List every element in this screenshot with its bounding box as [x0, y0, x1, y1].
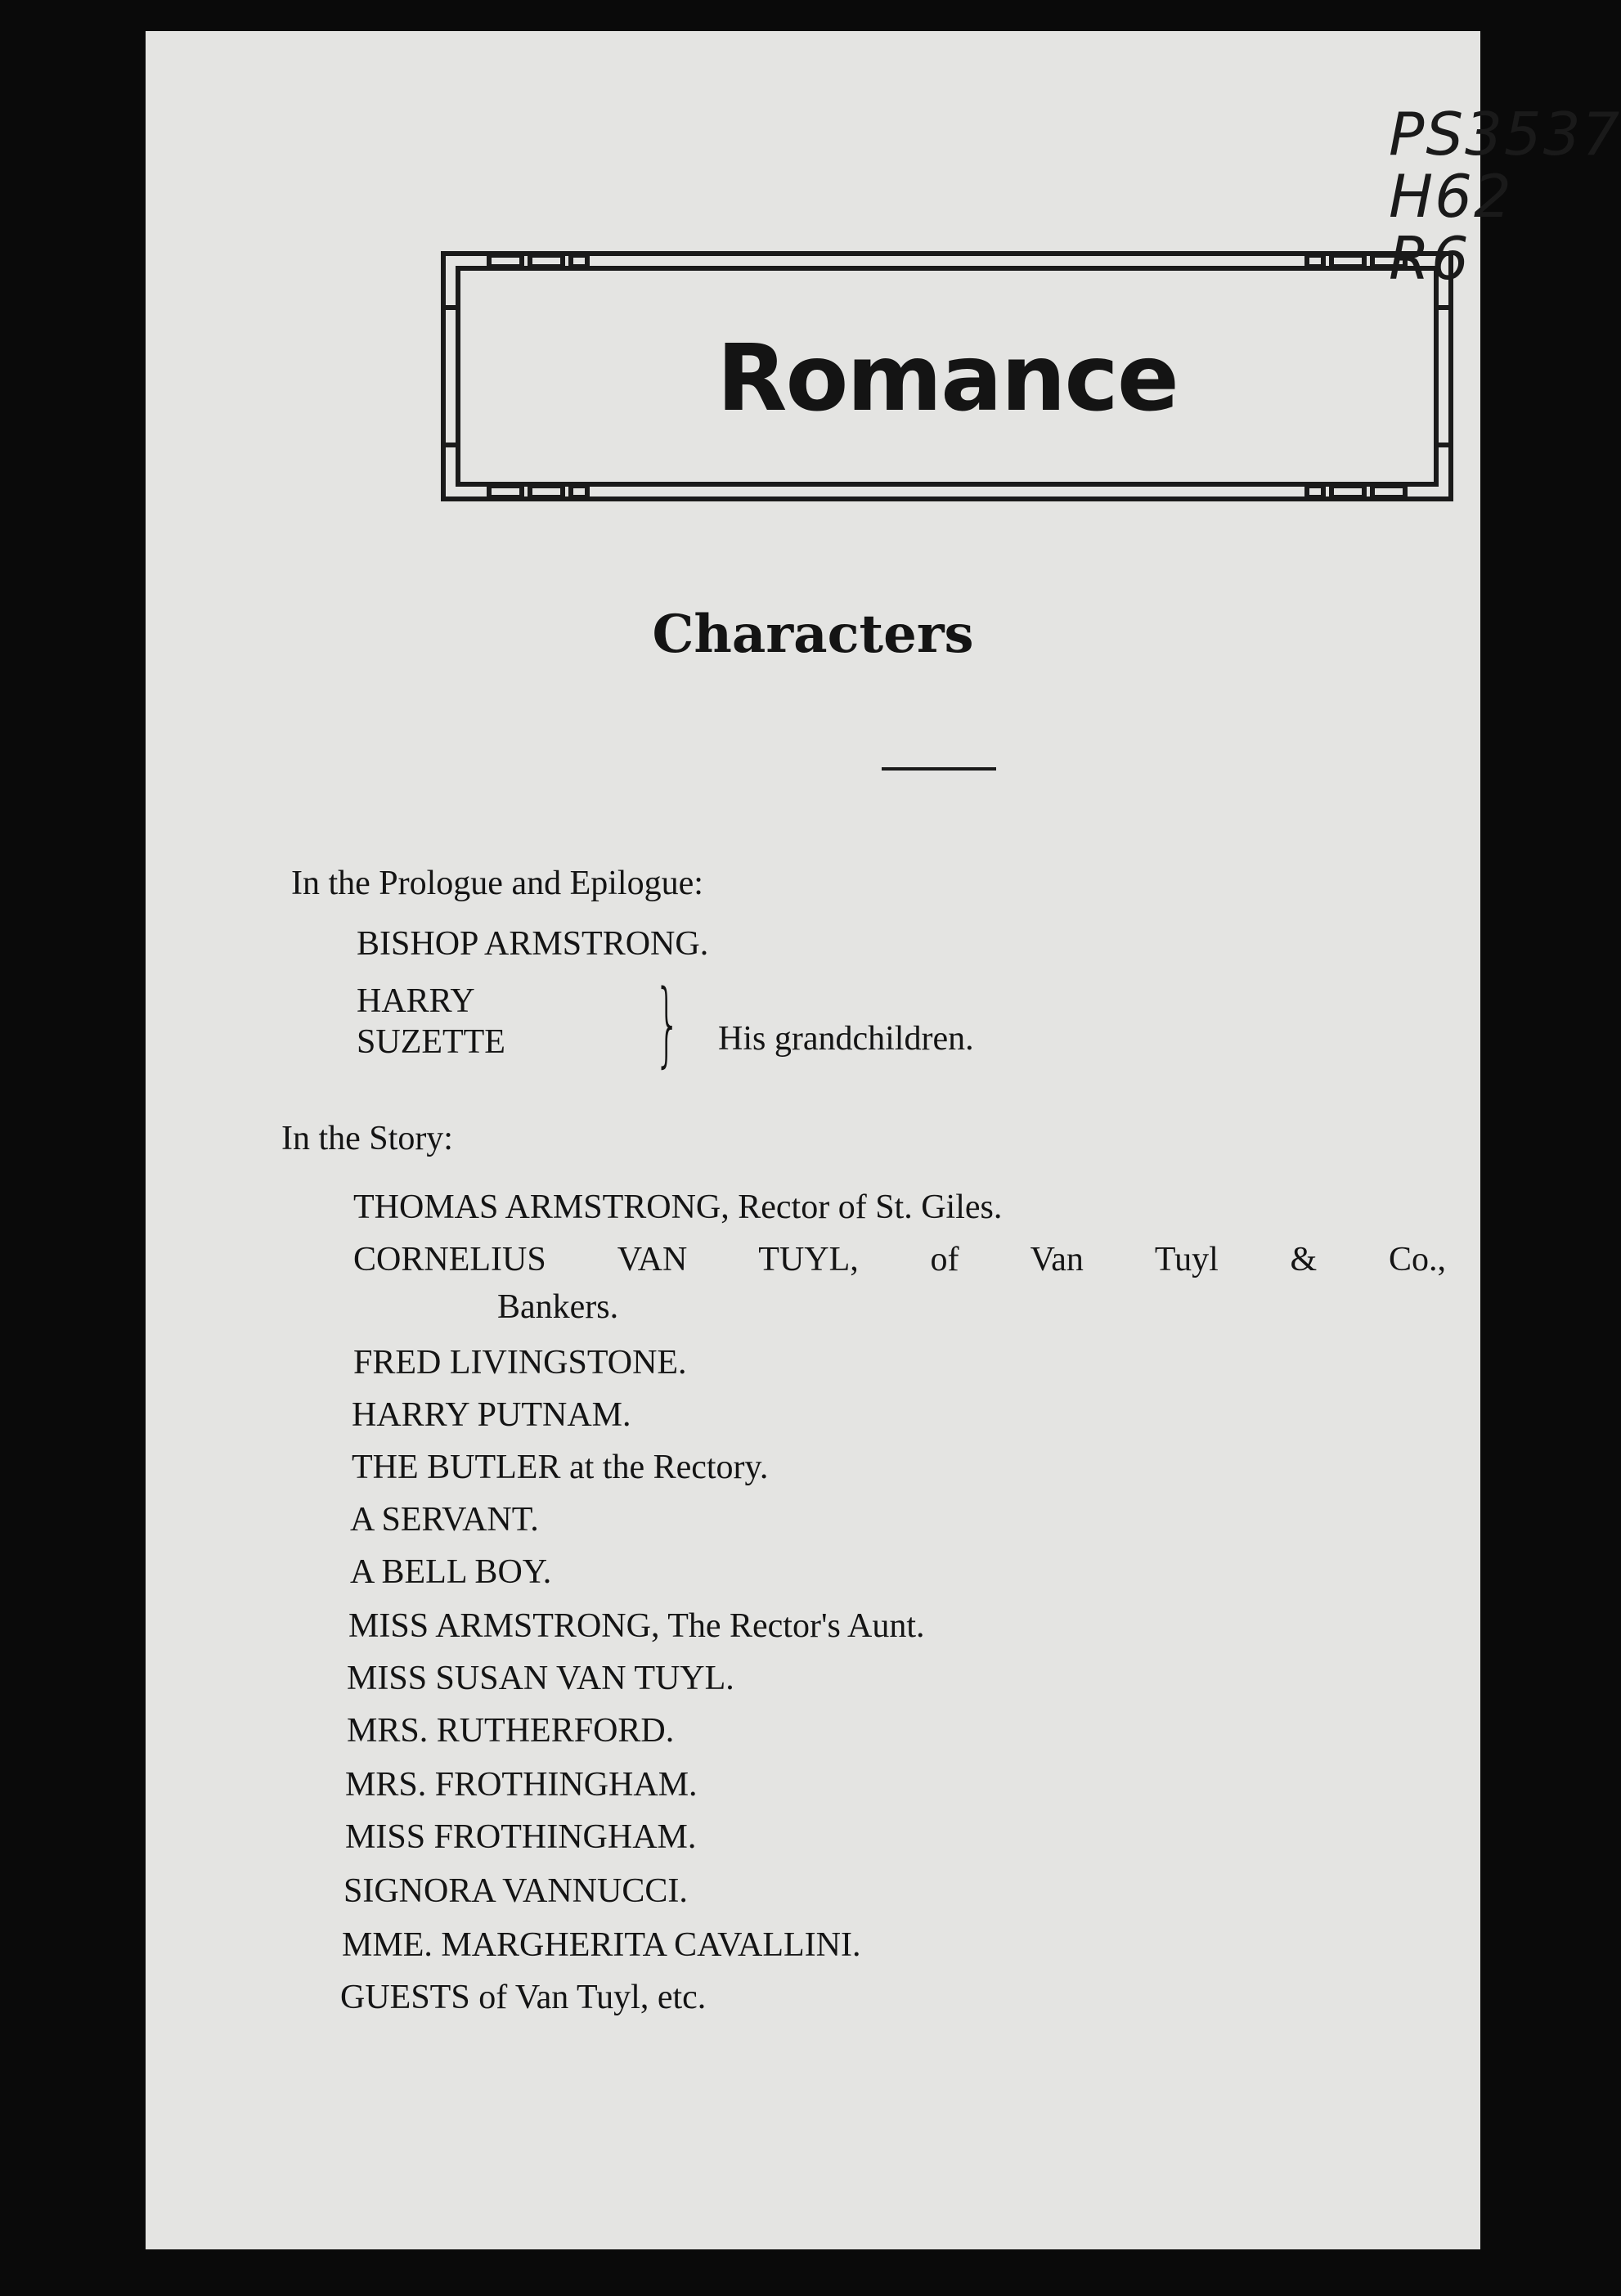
cast-miss-armstrong-name: MISS ARMSTRONG, [348, 1607, 660, 1645]
cast-suzette: SUZETTE [357, 1023, 505, 1061]
grandchildren-label: His grandchildren. [718, 1020, 974, 1058]
call-number-line3: R6 [1389, 224, 1471, 293]
cast-cavallini: MME. MARGHERITA CAVALLINI. [342, 1926, 861, 1964]
cast-thomas-role: Rector of St. Giles. [738, 1188, 1003, 1226]
play-title: Romance [716, 326, 1178, 432]
cast-miss-frothingham: MISS FROTHINGHAM. [345, 1818, 697, 1856]
cast-rutherford: MRS. RUTHERFORD. [347, 1712, 675, 1750]
cast-guests-name: GUESTS [340, 1979, 470, 2016]
cast-servant: A SERVANT. [350, 1501, 539, 1539]
cast-guests [340, 1978, 706, 2017]
cast-bellboy: A BELL BOY. [350, 1553, 552, 1591]
title-frame [440, 250, 1454, 502]
cast-mrs-frothingham: MRS. FROTHINGHAM. [345, 1766, 698, 1804]
cast-bishop: BISHOP ARMSTRONG. [357, 925, 709, 963]
cast-thomas [353, 1188, 1002, 1227]
cast-harry-putnam: HARRY PUTNAM. [352, 1396, 631, 1434]
characters-heading: Characters [652, 604, 974, 665]
divider-rule [882, 767, 996, 771]
cast-guests-role: of Van Tuyl, etc. [478, 1979, 707, 2016]
prologue-heading: In the Prologue and Epilogue: [291, 865, 703, 902]
cast-butler-role: at the Rectory. [568, 1449, 769, 1486]
cast-cornelius: CORNELIUS VAN TUYL, of Van Tuyl & Co., [353, 1241, 1446, 1278]
document-page [146, 31, 1621, 2249]
cast-butler-name: THE BUTLER [352, 1449, 561, 1486]
cast-vannucci: SIGNORA VANNUCCI. [344, 1872, 688, 1910]
cast-butler [352, 1448, 768, 1487]
cast-cornelius-cont: Bankers. [497, 1288, 619, 1326]
story-heading: In the Story: [281, 1120, 453, 1157]
cast-miss-armstrong-role: The Rector's Aunt. [667, 1607, 925, 1645]
cast-miss-armstrong [348, 1606, 925, 1646]
brace-icon: } [654, 971, 681, 1077]
cast-harry: HARRY [357, 982, 475, 1020]
cast-fred: FRED LIVINGSTONE. [353, 1344, 687, 1382]
cast-thomas-name: THOMAS ARMSTRONG, [353, 1188, 730, 1226]
call-number-line2: H62 [1389, 162, 1513, 231]
cast-susan: MISS SUSAN VAN TUYL. [347, 1660, 734, 1697]
call-number-line1: PS3537 [1389, 100, 1621, 168]
